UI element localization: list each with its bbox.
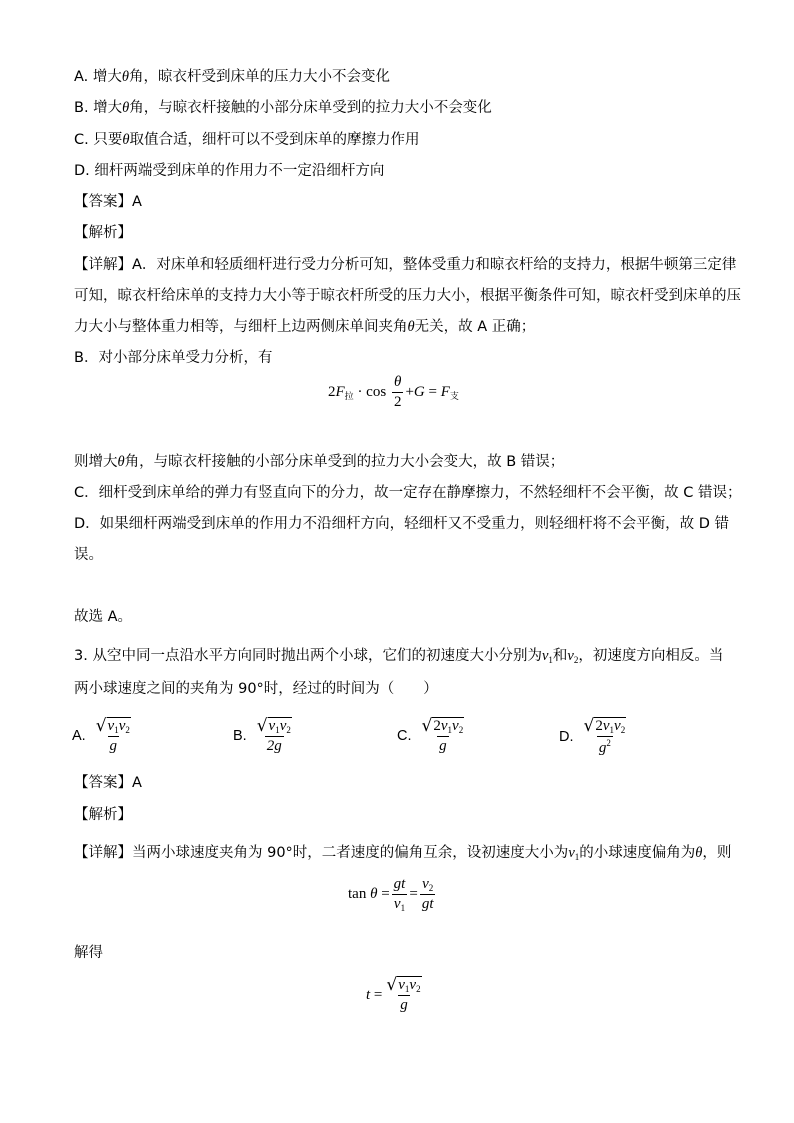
subscript: 2 [125, 725, 130, 735]
v-symbol: v [440, 718, 448, 734]
solve-label: 解得 [74, 945, 103, 961]
subscript: 2 [428, 883, 434, 893]
answer-q2: 【答案】A [74, 194, 142, 210]
option-text: 角，晾衣杆受到床单的压力大小不会变化 [129, 69, 391, 85]
q3-stem-line-1 [74, 646, 723, 670]
plus-sign: + [405, 383, 414, 400]
equals-sign: = [381, 886, 390, 902]
radicand [268, 717, 292, 735]
v-symbol: v [279, 718, 287, 734]
theta-symbol: θ [117, 454, 125, 470]
option-a-q3 [72, 717, 135, 755]
text-span: 和 [552, 648, 568, 664]
text-span: 的小球速度偏角为 [579, 845, 696, 861]
sqrt-fraction [384, 976, 423, 1014]
sqrt-expr [582, 717, 629, 736]
option-label: D. [559, 729, 574, 745]
detail-line-3 [74, 317, 535, 337]
equals-sign: = [428, 383, 437, 400]
detail-line-7: D．如果细杆两端受到床单的作用力不沿细杆方向，轻细杆又不受重力，则轻细杆将不会平衡，故 D 错 [74, 516, 730, 532]
option-text: B. 增大 [74, 100, 123, 116]
subscript: 1 [574, 852, 580, 862]
text-span: 无关，故 A 正确； [414, 319, 536, 335]
force-balance-formula [328, 374, 459, 411]
option-label: B. [233, 728, 247, 744]
radicand [432, 717, 464, 735]
subscript: 2 [458, 725, 464, 735]
detail-line-5 [74, 452, 564, 472]
subscript: 1 [548, 655, 553, 665]
text-span: 则增大 [74, 454, 118, 470]
denominator [597, 736, 613, 757]
coefficient: 2 [595, 718, 603, 734]
v-symbol: v [409, 977, 417, 993]
coefficient: 2 [328, 383, 336, 400]
v-symbol: v [107, 718, 115, 734]
option-text: C. 只要 [74, 132, 123, 148]
v-symbol: v [398, 977, 405, 993]
sqrt-sign: √ [386, 975, 398, 995]
numerator: θ [394, 374, 402, 390]
cos-operator: · cos [357, 383, 387, 400]
detail-line-2: 可知，晾衣杆给床单的支持力大小等于晾衣杆所受的压力大小，根据平衡条件可知，晾衣杆受到床单的压 [74, 288, 741, 304]
theta-symbol: θ [695, 845, 703, 861]
answer-q3: 【答案】A [74, 775, 142, 791]
sqrt-expr [94, 717, 133, 736]
equals-sign: = [409, 886, 418, 902]
denominator: gt [421, 896, 434, 912]
v-symbol: v [602, 718, 610, 734]
text-span: ，则 [702, 845, 732, 861]
subscript-pull: 拉 [344, 391, 354, 402]
subscript: 1 [609, 725, 615, 735]
denominator: g [400, 997, 408, 1013]
detail-line-6: C．细杆受到床单给的弹力有竖直向下的分力，故一定存在静摩擦力，不然轻细杆不会平衡，故 C 错误； [74, 485, 742, 501]
theta-symbol: θ [407, 319, 415, 335]
force-symbol: F [440, 383, 450, 400]
denominator: g [109, 738, 118, 754]
equals-sign: = [373, 986, 383, 1003]
v-symbol: v [567, 648, 574, 664]
theta-half-fraction [392, 374, 404, 411]
v-symbol: v [614, 718, 621, 734]
q3-stem-line-2: 两小球速度之间的夹角为 90°时，经过的时间为（ ） [74, 681, 438, 697]
theta-symbol: θ [121, 69, 130, 85]
subscript: 2 [286, 725, 291, 735]
fraction-gt-over-v1 [392, 876, 408, 913]
option-text: 取值合适，细杆可以不受到床单的摩擦力作用 [129, 132, 420, 148]
text-span: 力大小与整体重力相等，与细杆上边两侧床单间夹角 [74, 319, 408, 335]
option-d-q3 [559, 717, 630, 757]
detail-line-4: B．对小部分床单受力分析，有 [74, 350, 273, 366]
sqrt-expr [384, 976, 423, 995]
denominator: 2 [393, 394, 402, 410]
v-symbol: v [393, 896, 401, 912]
option-b-q2 [74, 98, 492, 118]
denominator [392, 894, 407, 913]
subscript: 2 [573, 655, 579, 665]
subscript: 1 [404, 984, 410, 994]
t-symbol: t [366, 986, 371, 1003]
option-text: A. 增大 [74, 69, 122, 85]
subscript: 1 [447, 725, 453, 735]
v-symbol: v [268, 718, 276, 734]
tan-operator: tan [348, 886, 367, 902]
sqrt-sign: √ [256, 716, 268, 736]
sqrt-sign: √ [421, 716, 433, 736]
text-span: 【详解】当两小球速度夹角为 90°时，二者速度的偏角互余，设初速度大小为 [74, 845, 569, 861]
v-symbol: v [568, 845, 575, 861]
theta-symbol: θ [122, 100, 130, 116]
v-symbol: v [118, 718, 126, 734]
option-label: A. [72, 728, 86, 744]
tan-equation [348, 876, 437, 913]
analysis-label-q3: 【解析】 [74, 807, 132, 823]
subscript: 1 [275, 725, 280, 735]
q3-detail-line [74, 843, 731, 867]
v-symbol: v [452, 718, 459, 734]
sqrt-expr [420, 717, 467, 736]
detail-line-1: 【详解】A．对床单和轻质细杆进行受力分析可知，整体受重力和晾衣杆给的支持力，根据牛顿第三定律 [74, 257, 737, 273]
text-span: 角，与晾衣杆接触的小部分床单受到的拉力大小会变大，故 B 错误； [124, 454, 565, 470]
option-label: C. [397, 728, 412, 744]
radicand [594, 717, 626, 735]
conclusion-q2: 故选 A。 [74, 609, 133, 625]
time-solution [366, 976, 426, 1014]
theta-symbol: θ [370, 886, 378, 902]
option-fraction [255, 717, 294, 755]
option-c-q3 [397, 717, 468, 755]
coefficient: 2 [433, 718, 441, 734]
superscript: 2 [606, 738, 611, 748]
subscript: 2 [620, 725, 626, 735]
option-a-q2 [74, 67, 390, 87]
v-symbol: v [541, 648, 549, 664]
option-text: 角，与晾衣杆接触的小部分床单受到的拉力大小不会变化 [129, 100, 492, 116]
sqrt-sign: √ [583, 716, 595, 736]
gravity-symbol: G [413, 383, 425, 400]
subscript: 1 [114, 725, 119, 735]
analysis-label-q2: 【解析】 [74, 225, 132, 241]
text-span: 3. 从空中同一点沿水平方向同时抛出两个小球，它们的初速度大小分别为 [74, 648, 542, 664]
radicand [397, 976, 421, 994]
numerator [420, 876, 435, 894]
force-symbol: F [335, 383, 345, 400]
subscript: 1 [400, 903, 406, 913]
denominator: g [439, 738, 447, 754]
numerator: gt [393, 876, 406, 892]
option-d-q2: D. 细杆两端受到床单的作用力不一定沿细杆方向 [74, 163, 385, 179]
v-symbol: v [422, 876, 429, 892]
g-symbol: g [598, 740, 607, 756]
sqrt-sign: √ [95, 716, 107, 736]
option-fraction [94, 717, 133, 755]
theta-symbol: θ [122, 132, 130, 148]
option-fraction [420, 717, 467, 755]
subscript: 2 [416, 984, 421, 994]
radicand [107, 717, 131, 735]
option-b-q3 [233, 717, 296, 755]
subscript-support: 支 [449, 391, 459, 402]
option-c-q2 [74, 130, 419, 150]
text-span: ，初速度方向相反。当 [578, 648, 724, 664]
option-fraction [582, 717, 629, 757]
sqrt-expr [255, 717, 294, 736]
denominator: 2g [266, 738, 282, 754]
detail-line-8: 误。 [74, 547, 103, 563]
fraction-v2-over-gt [420, 876, 436, 913]
